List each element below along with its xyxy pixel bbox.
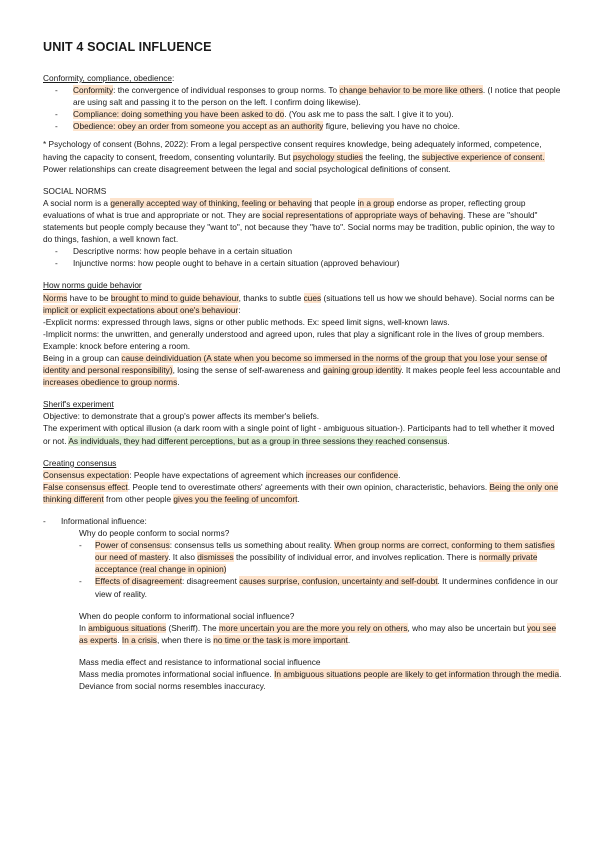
social-norms-paragraph: A social norm is a generally accepted way of thinking, feeling or behaving that people in a group endorse as proper, reflecting group evaluations of what is true and appropriate or not. They are social representations of appropriate ways of behaving. These are "should" statements but people comply because they "want to", not because they "have to". Social norms may be tradition, public opinion, the way to do things, fashion, a well known fact. [43, 197, 555, 245]
section-conformity-heading: Conformity, compliance, obedience: [43, 73, 175, 83]
consent-note: Power relationships can create disagreement between the legal and social psychological definitions of consent. [43, 163, 451, 174]
list-item: - Conformity: the convergence of individual responses to group norms. To change behavior to be more like others. (I notice that people are using salt and passing it to the person on the left. I confirm doing likewise). [43, 84, 563, 108]
when-conform-answer: In ambiguous situations (Sheriff). The more uncertain you are the more you rely on others, who may also be uncertain but you see as experts. In a crisis, when there is no time or the task is more important. [79, 622, 557, 645]
norm-types-list [43, 245, 563, 269]
question-why-conform: Why do people conform to social norms? [79, 528, 230, 539]
deindividuation-paragraph: Being in a group can cause deindividuation (A state when you become so immersed in the norms of the group that you lose your sense of identity and personal responsibility), losing the sense of self-awareness and gaining group identity. It makes people feel less accountable and increases obedience to group norms. [43, 352, 561, 388]
consent-paragraph: * Psychology of consent (Bohns, 2022): From a legal perspective consent requires knowledge, being adequately informed, competence, having the capacity to consent, freedom, consenting voluntarily. But psychology studies the feeling, the subjective experience of consent. [43, 139, 545, 162]
section-sherif-heading: Sherif's experiment [43, 399, 114, 410]
section-social-norms-heading: SOCIAL NORMS [43, 185, 107, 196]
mass-media-text: Mass media promotes informational social influence. In ambiguous situations people are likely to get information through the media. Deviance from social norms resembles inaccuracy. [79, 669, 562, 692]
list-item: - Compliance: doing something you have been asked to do. (You ask me to pass the salt. I give it to you). [43, 108, 563, 120]
false-consensus-text: False consensus effect. People tend to overestimate others' agreements with their own opinion, characteristic, behaviors. Being the only one thinking different from other people gives you the feeling of uncomfort. [43, 481, 559, 504]
mass-media-heading: Mass media effect and resistance to informational social influence [79, 656, 321, 667]
consensus-expectation-text: Consensus expectation: People have expectations of agreement which increases our confidence. [43, 469, 401, 480]
guide-paragraph: Norms have to be brought to mind to guide behaviour, thanks to subtle cues (situations tell us how we should behave). Social norms can be implicit or explicit expectations about one's behaviour: [43, 292, 555, 315]
informational-influence-item [43, 515, 563, 692]
explicit-norms-text: -Explicit norms: expressed through laws, signs or other public methods. Ex: speed limit signs, well-known laws. [43, 316, 450, 327]
sherif-objective: Objective: to demonstrate that a group's power affects its member's beliefs. [43, 411, 320, 422]
list-item: - Power of consensus: consensus tells us something about reality. When group norms are correct, conforming to them satisfies our need of mastery. It also dismisses the possibility of individual error, and involves replication. There is normally private acceptance (real change in opinion) [79, 539, 563, 575]
list-item: - Descriptive norms: how people behave in a certain situation [43, 245, 563, 257]
list-item: - Effects of disagreement: disagreement causes surprise, confusion, uncertainty and self-doubt. It undermines confidence in our view of reality. [79, 575, 563, 599]
section-guide-heading: How norms guide behavior [43, 280, 142, 291]
conform-reasons-list [79, 539, 563, 599]
informational-influence-body [61, 527, 563, 692]
document-page [43, 40, 563, 692]
question-when-conform: When do people conform to informational social influence? [79, 610, 295, 621]
sherif-paragraph: The experiment with optical illusion (a dark room with a single point of light - ambiguous situation-). Participants had to tell whether it moved or not. As individuals, they had different perceptions, but as a group in three sessions they reached consensus. [43, 423, 555, 446]
implicit-norms-text: -Implicit norms: the unwritten, and generally understood and agreed upon, rules that play a significant role in the lives of group members. Example: knock before entering a room. [43, 328, 545, 351]
conformity-list [43, 84, 563, 132]
list-item: - Injunctive norms: how people ought to behave in a certain situation (approved behaviour) [43, 257, 563, 269]
informational-influence-title: - Informational influence: [61, 516, 147, 526]
list-item: - Obedience: obey an order from someone you accept as an authority figure, believing you have no choice. [43, 120, 563, 132]
document-title: UNIT 4 SOCIAL INFLUENCE [43, 40, 212, 54]
section-consensus-heading: Creating consensus [43, 457, 117, 468]
